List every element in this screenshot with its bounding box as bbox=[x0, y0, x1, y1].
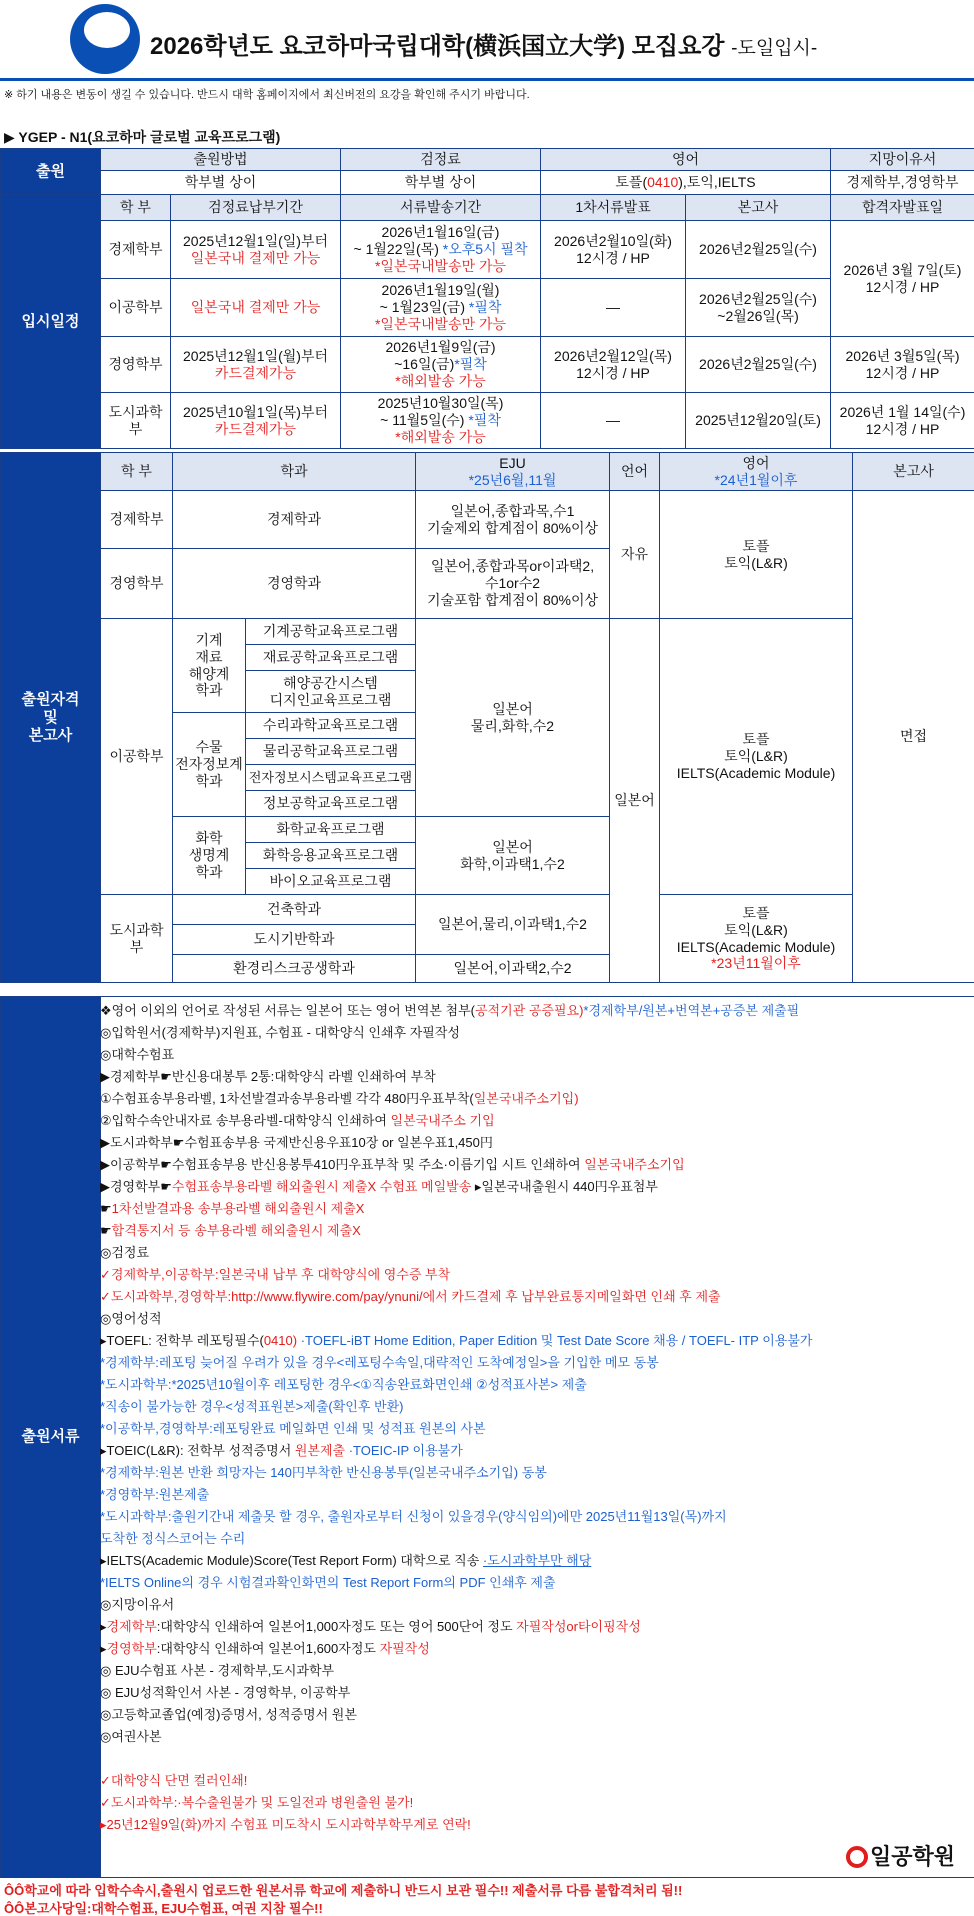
qual-program: 전자정보시스템교육프로그램 bbox=[246, 765, 416, 791]
schedule-header-docs: 서류발송기간 bbox=[341, 195, 541, 221]
schedule-docs: 2026년1월19일(월) ~ 1월23일(금) *필착 *일본국내발송만 가능 bbox=[341, 279, 541, 337]
apply-method: 학부별 상이 bbox=[101, 171, 341, 195]
qual-eju: 일본어 화학,이과택1,수2 bbox=[416, 817, 610, 895]
doc-line: ①수험표송부용라벨, 1차선발결과송부용라벨 각각 480円우표부착(일본국내주소기입) bbox=[100, 1091, 579, 1106]
qual-program: 바이오교육프로그램 bbox=[246, 869, 416, 895]
qual-program: 기계공학교육프로그램 bbox=[246, 619, 416, 645]
doc-line: *경영학부:원본제출 bbox=[100, 1487, 210, 1502]
doc-line: ✓경제학부,이공학부:일본국내 납부 후 대학양식에 영수증 부착 bbox=[100, 1267, 451, 1282]
qual-header-exam: 본고사 bbox=[853, 453, 974, 491]
schedule-header-exam: 본고사 bbox=[686, 195, 831, 221]
schedule-docs: 2026년1월9일(금) ~16일(금)*필착 *해외발송 가능 bbox=[341, 337, 541, 393]
schedule-exam: 2026년2월25일(수) bbox=[686, 337, 831, 393]
qual-program: 화학응용교육프로그램 bbox=[246, 843, 416, 869]
doc-line: ②입학수속안내자료 송부용라벨-대학양식 인쇄하여 일본국내주소 기입 bbox=[100, 1113, 495, 1128]
brand-circle-icon bbox=[846, 1846, 868, 1868]
doc-line: ◎ EJU수험표 사본 - 경제학부,도시과학부 bbox=[100, 1663, 335, 1678]
schedule-fee: 2025년10월1일(목)부터 카드결제가능 bbox=[171, 393, 341, 449]
doc-line: *도시과학부:출원기간내 제출못 할 경우, 출원자로부터 신청이 있을경우(양식임의)에만 2025년11월13일(목)까지 bbox=[100, 1509, 727, 1524]
qual-eju: 일본어,이과택2,수2 bbox=[416, 955, 610, 983]
qual-dept: 도시과학부 bbox=[101, 895, 173, 983]
qual-major: 환경리스크공생학과 bbox=[173, 955, 416, 983]
qual-program: 수리과학교육프로그램 bbox=[246, 713, 416, 739]
docs-label: 출원서류 bbox=[1, 997, 101, 1878]
schedule-result: 2026년 3월5일(목) 12시경 / HP bbox=[831, 337, 974, 393]
docs-list bbox=[100, 1000, 968, 1836]
schedule-dept: 도시과학부 bbox=[101, 393, 171, 449]
qual-header-lang: 언어 bbox=[610, 453, 660, 491]
footer-note: ÔÔ본고사당일:대학수험표, EJU수험표, 여권 지참 필수!! bbox=[4, 1901, 323, 1916]
qual-group: 수물 전자정보계 학과 bbox=[173, 713, 246, 817]
title-divider bbox=[0, 78, 974, 81]
notice-text: ※ 하기 내용은 변동이 생길 수 있습니다. 반드시 대학 홈페이지에서 최신버전의 요강을 확인해 주시기 바랍니다. bbox=[4, 89, 530, 101]
qual-major: 건축학과 bbox=[173, 895, 416, 925]
apply-label: 출원 bbox=[1, 149, 101, 195]
schedule-exam: 2026년2월25일(수) ~2월26일(목) bbox=[686, 279, 831, 337]
university-logo-icon bbox=[70, 4, 140, 74]
apply-header-reason: 지망이유서 bbox=[831, 149, 974, 171]
qual-header-eju: EJU *25년6월,11월 bbox=[416, 453, 610, 491]
section-title: ▶ YGEP - N1(요코하마 글로벌 교육프로그램) bbox=[4, 129, 281, 145]
schedule-exam: 2026년2월25일(수) bbox=[686, 221, 831, 279]
apply-schedule-table bbox=[0, 148, 974, 449]
schedule-dept: 경제학부 bbox=[101, 221, 171, 279]
qual-lang: 자유 bbox=[610, 491, 660, 619]
schedule-first: — bbox=[541, 393, 686, 449]
doc-line: ◎검정료 bbox=[100, 1245, 150, 1260]
page-title: 2026학년도 요코하마국립대학(横浜国立大学) 모집요강 -도일입시- bbox=[150, 33, 818, 60]
doc-line: ☛1차선발결과용 송부용라벨 해외출원시 제출X bbox=[100, 1201, 365, 1216]
apply-fee: 학부별 상이 bbox=[341, 171, 541, 195]
brand-logo: 일공학원 bbox=[846, 1840, 955, 1871]
doc-line: ▸IELTS(Academic Module)Score(Test Report Form) 대학으로 직송 ·도시과학부만 해당 bbox=[100, 1553, 592, 1568]
schedule-dept: 이공학부 bbox=[101, 279, 171, 337]
doc-line: ▸25년12월9일(화)까지 수험표 미도착시 도시과학부학무계로 연락! bbox=[100, 1817, 471, 1832]
doc-line: *이공학부,경영학부:레포팅완료 메일화면 인쇄 및 성적표 원본의 사본 bbox=[100, 1421, 486, 1436]
schedule-docs: 2026년1월16일(금) ~ 1월22일(목) *오후5시 필착 *일본국내발송만 가능 bbox=[341, 221, 541, 279]
qual-program: 화학교육프로그램 bbox=[246, 817, 416, 843]
schedule-docs: 2025년10월30일(목) ~ 11월5일(수) *필착 *해외발송 가능 bbox=[341, 393, 541, 449]
qual-eju: 일본어,종합과목or이과택2, 수1or수2 기술포함 합계점이 80%이상 bbox=[416, 549, 610, 619]
doc-line: ◎여권사본 bbox=[100, 1729, 162, 1744]
schedule-header-result: 합격자발표일 bbox=[831, 195, 974, 221]
schedule-fee: 2025년12월1일(월)부터 카드결제가능 bbox=[171, 337, 341, 393]
schedule-result: 2026년 1월 14일(수) 12시경 / HP bbox=[831, 393, 974, 449]
apply-english: 토플(0410),토익,IELTS bbox=[541, 171, 831, 195]
schedule-first: 2026년2월10일(화) 12시경 / HP bbox=[541, 221, 686, 279]
doc-line bbox=[100, 1748, 968, 1770]
qual-header-major: 학과 bbox=[173, 453, 416, 491]
doc-line: ◎고등학교졸업(예정)증명서, 성적증명서 원본 bbox=[100, 1707, 357, 1722]
doc-line: ▸경제학부:대학양식 인쇄하여 일본어1,000자정도 또는 영어 500단어 정도 자필작성or타이핑작성 bbox=[100, 1619, 641, 1634]
qual-exam: 면접 bbox=[853, 491, 974, 983]
qual-header-dept: 학 부 bbox=[101, 453, 173, 491]
schedule-result-merged: 2026년 3월 7일(토) 12시경 / HP bbox=[831, 221, 974, 337]
doc-line: ▸TOEFL: 전학부 레포팅필수(0410) ·TOEFL-iBT Home Edition, Paper Edition 및 Test Date Score 채용 / TOEFL- ITP 이용불가 bbox=[100, 1333, 813, 1348]
doc-line: ✓대학양식 단면 컬러인쇄! bbox=[100, 1773, 248, 1788]
doc-line: ◎대학수험표 bbox=[100, 1047, 175, 1062]
qual-dept: 경영학부 bbox=[101, 549, 173, 619]
qual-program: 정보공학교육프로그램 bbox=[246, 791, 416, 817]
qual-major: 경제학과 bbox=[173, 491, 416, 549]
doc-line: ◎ EJU성적확인서 사본 - 경영학부, 이공학부 bbox=[100, 1685, 351, 1700]
doc-line: ✓도시과학부,경영학부:http://www.flywire.com/pay/ynuni/에서 카드결제 후 납부완료통지메일화면 인쇄 후 제출 bbox=[100, 1289, 721, 1304]
schedule-label: 입시일정 bbox=[1, 195, 101, 449]
schedule-header-fee: 검정료납부기간 bbox=[171, 195, 341, 221]
apply-header-english: 영어 bbox=[541, 149, 831, 171]
qual-dept: 이공학부 bbox=[101, 619, 173, 895]
doc-line: *IELTS Online의 경우 시험결과확인화면의 Test Report Form의 PDF 인쇄후 제출 bbox=[100, 1575, 556, 1590]
apply-header-method: 출원방법 bbox=[101, 149, 341, 171]
doc-line: ❖영어 이외의 언어로 작성된 서류는 일본어 또는 영어 번역본 첨부(공적기관 공증필요)*경제학부/원본+번역본+공증본 제출필 bbox=[100, 1003, 800, 1018]
doc-line: ▶도시과학부☛수험표송부용 국제반신용우표10장 or 일본우표1,450円 bbox=[100, 1135, 493, 1150]
qual-english: 토플 토익(L&R) IELTS(Academic Module) *23년11월이후 bbox=[660, 895, 853, 983]
apply-header-fee: 검정료 bbox=[341, 149, 541, 171]
schedule-header-first: 1차서류발표 bbox=[541, 195, 686, 221]
qualification-table bbox=[0, 452, 974, 983]
schedule-first: — bbox=[541, 279, 686, 337]
qual-group: 화학 생명계 학과 bbox=[173, 817, 246, 895]
doc-line: *직송이 불가능한 경우<성적표원본>제출(확인후 반환) bbox=[100, 1399, 404, 1414]
qual-program: 재료공학교육프로그램 bbox=[246, 645, 416, 671]
schedule-fee: 일본국내 결제만 가능 bbox=[171, 279, 341, 337]
header bbox=[0, 0, 974, 84]
qual-header-english: 영어 *24년1월이후 bbox=[660, 453, 853, 491]
qual-program: 해양공간시스템 디지인교육프로그램 bbox=[246, 671, 416, 713]
schedule-fee: 2025년12월1일(일)부터 일본국내 결제만 가능 bbox=[171, 221, 341, 279]
apply-reason: 경제학부,경영학부 bbox=[831, 171, 974, 195]
qual-dept: 경제학부 bbox=[101, 491, 173, 549]
qual-label: 출원자격 및 본고사 bbox=[1, 453, 101, 983]
doc-line: ◎지망이유서 bbox=[100, 1597, 175, 1612]
qual-major: 경영학과 bbox=[173, 549, 416, 619]
qual-english: 토플 토익(L&R) IELTS(Academic Module) bbox=[660, 619, 853, 895]
qual-eju: 일본어,종합과목,수1 기술제외 합계점이 80%이상 bbox=[416, 491, 610, 549]
doc-line: ▶이공학부☛수험표송부용 반신용봉투410円우표부착 및 주소·이름기입 시트 인쇄하여 일본국내주소기입 bbox=[100, 1157, 685, 1172]
qual-program: 물리공학교육프로그램 bbox=[246, 739, 416, 765]
qual-major: 도시기반학과 bbox=[173, 925, 416, 955]
schedule-header-dept: 학 부 bbox=[101, 195, 171, 221]
doc-line: ☛합격통지서 등 송부용라벨 해외출원시 제출X bbox=[100, 1223, 361, 1238]
qual-eju: 일본어 물리,화학,수2 bbox=[416, 619, 610, 817]
doc-line: 도착한 정식스코어는 수리 bbox=[100, 1531, 246, 1546]
doc-line: *도시과학부:*2025년10월이후 레포팅한 경우<①직송완료화면인쇄 ②성적표사본> 제출 bbox=[100, 1377, 587, 1392]
doc-line: ▸경영학부:대학양식 인쇄하여 일본어1,600자정도 자필작성 bbox=[100, 1641, 430, 1656]
qual-group: 기계 재료 해양계 학과 bbox=[173, 619, 246, 713]
qual-lang: 일본어 bbox=[610, 619, 660, 983]
doc-line: *경제학부:원본 반환 희망자는 140円부착한 반신용봉투(일본국내주소기입) 동봉 bbox=[100, 1465, 547, 1480]
doc-line: ▶경영학부☛수험표송부용라벨 해외출원시 제출X 수험표 메일발송 ▸일본국내출원시 440円우표첨부 bbox=[100, 1179, 658, 1194]
qual-eju: 일본어,물리,이과택1,수2 bbox=[416, 895, 610, 955]
doc-line: *경제학부:레포팅 늦어질 우려가 있을 경우<레포팅수속일,대략적인 도착예정일>을 기입한 메모 동봉 bbox=[100, 1355, 659, 1370]
doc-line: ◎영어성적 bbox=[100, 1311, 162, 1326]
doc-line: ◎입학원서(경제학부)지원표, 수험표 - 대학양식 인쇄후 자필작성 bbox=[100, 1025, 460, 1040]
doc-line: ▸TOEIC(L&R): 전학부 성적증명서 원본제출 ·TOEIC-IP 이용불가 bbox=[100, 1443, 463, 1458]
doc-line: ✓도시과학부:·복수출원불가 및 도일전과 병원출원 불가! bbox=[100, 1795, 414, 1810]
schedule-exam: 2025년12월20일(토) bbox=[686, 393, 831, 449]
doc-line: ▶경제학부☛반신용대봉투 2통:대학양식 라벨 인쇄하여 부착 bbox=[100, 1069, 436, 1084]
footer-note: ÔÔ학교에 따라 입학수속시,출원시 업로드한 원본서류 학교에 제출하니 반드시 보관 필수!! 제출서류 다름 불합격처리 됨!! bbox=[4, 1883, 683, 1898]
schedule-dept: 경영학부 bbox=[101, 337, 171, 393]
schedule-first: 2026년2월12일(목) 12시경 / HP bbox=[541, 337, 686, 393]
qual-english: 토플 토익(L&R) bbox=[660, 491, 853, 619]
